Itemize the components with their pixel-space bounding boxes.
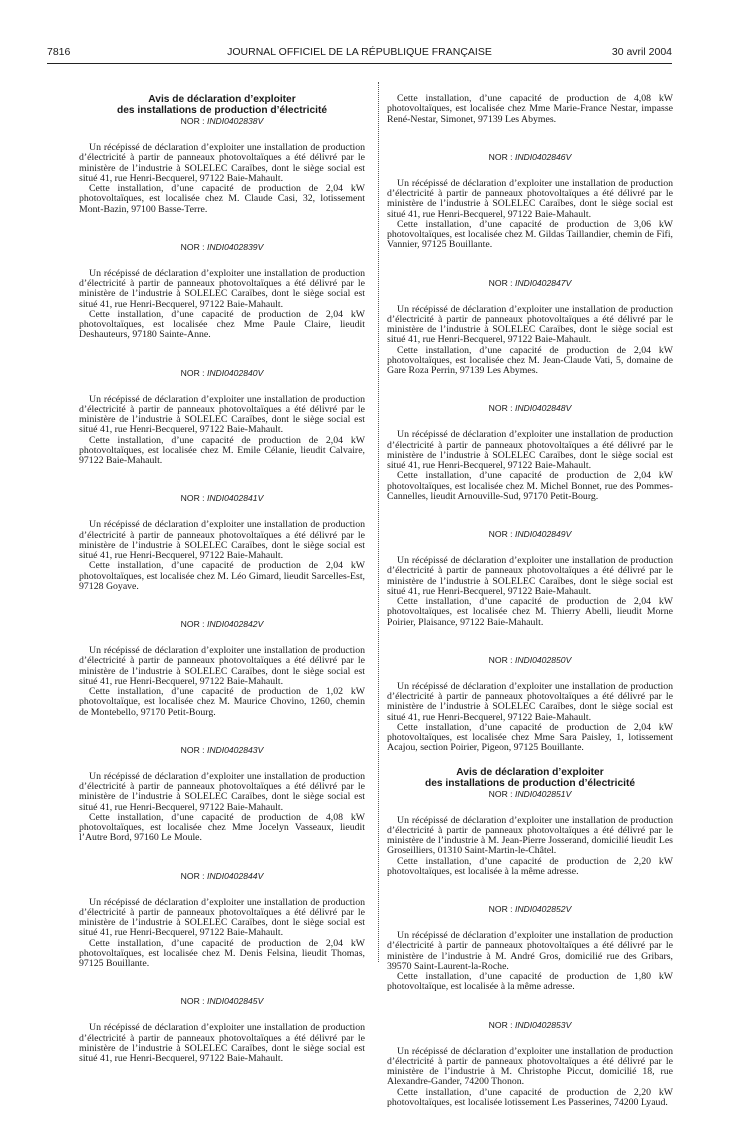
installation-paragraph: Cette installation, d’une capacité de production de 1,02 kW photovoltaïque, est localisée chez M. Maurice Chovino, 1260, chemin de Montebello, 97170 Petit-Bourg. bbox=[79, 686, 365, 718]
left-column bbox=[79, 94, 365, 1091]
notice-entry bbox=[79, 871, 365, 970]
notice-paragraph: Un récépissé de déclaration d’exploiter une installation de production d’électricité à partir de panneaux photovoltaïques a été délivré par le ministère de l’industrie à SOLELEC Caraïbes, dont le siège social est situé 41, rue Henri-Becquerel, 97122 Baie-Mahault. bbox=[387, 177, 673, 220]
notice-paragraph: Un récépissé de déclaration d’exploiter une installation de production d’électricité à partir de panneaux photovoltaïques a été délivré par le ministère de l’industrie à M. André Gros, domicilié rue des Gribars, 39570 Saint-Laurent-la-Roche. bbox=[387, 930, 673, 972]
notice-entry bbox=[387, 789, 673, 878]
nor-reference bbox=[79, 116, 365, 126]
installation-paragraph: Cette installation, d’une capacité de production de 2,04 kW photovoltaïques, est localisée chez M. Jean-Claude Vati, 5, domaine de Gare Roza Perrin, 97139 Les Abymes. bbox=[387, 344, 673, 376]
nor-label: NOR : bbox=[488, 654, 515, 665]
notice-entry bbox=[79, 368, 365, 467]
installation-paragraph: Cette installation, d’une capacité de production de 2,20 kW photovoltaïques, est localisée à la même adresse. bbox=[387, 855, 673, 877]
nor-code: INDI0402851V bbox=[514, 788, 572, 799]
nor-reference bbox=[387, 789, 673, 799]
nor-label: NOR : bbox=[180, 619, 207, 629]
notice-paragraph: Un récépissé de déclaration d’exploiter une installation de production d’électricité à partir de panneaux photovoltaïques a été délivré par le ministère de l’industrie à SOLELEC Caraïbes, dont le siège social est situé 41, rue Henri-Becquerel, 97122 Baie-Mahault. bbox=[387, 555, 673, 597]
nor-reference bbox=[387, 403, 673, 413]
installation-paragraph: Cette installation, d’une capacité de production de 4,08 kW photovoltaïques, est localisée chez Mme Jocelyn Vasseaux, lieudit l’Autre Bord, 97160 Le Moule. bbox=[79, 811, 365, 844]
notice-paragraph: Un récépissé de déclaration d’exploiter une installation de production d’électricité à partir de panneaux photovoltaïques a été délivré par le ministère de l’industrie à SOLELEC Caraïbes, dont le siège social est situé 41, rue Henri-Becquerel, 97122 Baie-Mahault. bbox=[79, 645, 365, 687]
nor-label: NOR : bbox=[488, 403, 515, 414]
notice-paragraph: Un récépissé de déclaration d’exploiter une installation de production d’électricité à partir de panneaux photovoltaïques a été délivré par le ministère de l’industrie à SOLELEC Caraïbes, dont le siège social est situé 41, rue Henri-Becquerel, 97122 Baie-Mahault. bbox=[387, 429, 673, 471]
nor-reference bbox=[79, 871, 365, 881]
notice-entry bbox=[387, 403, 673, 502]
installation-paragraph: Cette installation, d’une capacité de production de 1,80 kW photovoltaïque, est localisée à la même adresse. bbox=[387, 971, 673, 993]
nor-reference bbox=[79, 493, 365, 503]
nor-code: INDI0402847V bbox=[514, 277, 572, 288]
section-title-line-1: Avis de déclaration d’exploiter bbox=[148, 94, 296, 105]
notice-entry bbox=[79, 745, 365, 844]
nor-code: INDI0402842V bbox=[206, 619, 264, 629]
page-number: 7816 bbox=[47, 46, 71, 58]
nor-code: INDI0402845V bbox=[206, 996, 264, 1007]
nor-label: NOR : bbox=[180, 996, 207, 1007]
section-title-line-2: des installations de production d’électricité bbox=[116, 105, 328, 116]
notice-paragraph: Un récépissé de déclaration d’exploiter une installation de production d’électricité à partir de panneaux photovoltaïques a été délivré par le ministère de l’industrie à SOLELEC Caraïbes, dont le siège social est situé 41, rue Henri-Becquerel, 97122 Baie-Mahault. bbox=[79, 142, 365, 184]
running-header bbox=[47, 46, 672, 60]
nor-code: INDI0402848V bbox=[514, 403, 572, 414]
nor-reference bbox=[79, 745, 365, 755]
nor-label: NOR : bbox=[180, 493, 207, 504]
notice-entry bbox=[387, 278, 673, 377]
section-title bbox=[79, 94, 365, 116]
nor-reference bbox=[387, 655, 673, 665]
nor-reference bbox=[79, 619, 365, 629]
installation-paragraph: Cette installation, d’une capacité de production de 2,04 kW photovoltaïques, est localisée chez Mme Sara Paisley, 1, lotissement Acajou, section Poirier, Pigeon, 97125 Bouillante. bbox=[387, 721, 673, 754]
nor-label: NOR : bbox=[488, 151, 515, 162]
notice-entry bbox=[79, 493, 365, 592]
installation-paragraph: Cette installation, d’une capacité de production de 3,06 kW photovoltaïques, est localisée chez M. Gildas Taillandier, chemin de Fifi, Vannier, 97125 Bouillante. bbox=[387, 218, 673, 251]
installation-paragraph: Cette installation, d’une capacité de production de 2,04 kW photovoltaïques, est localisée chez M. Thierry Abelli, lieudit Morne Poirier, Plaisance, 97122 Baie-Mahault. bbox=[387, 596, 673, 628]
notice-entry bbox=[387, 1020, 673, 1109]
nor-label: NOR : bbox=[488, 1019, 515, 1030]
nor-code: INDI0402853V bbox=[514, 1019, 572, 1030]
nor-label: NOR : bbox=[488, 277, 515, 288]
section-title-line-1: Avis de déclaration d’exploiter bbox=[456, 766, 604, 778]
nor-code: INDI0402841V bbox=[206, 493, 264, 504]
notice-entry bbox=[387, 152, 673, 251]
notice-paragraph: Un récépissé de déclaration d’exploiter une installation de production d’électricité à partir de panneaux photovoltaïques a été délivré par le ministère de l’industrie à SOLELEC Caraïbes, dont le siège social est situé 41, rue Henri-Becquerel, 97122 Baie-Mahault. bbox=[79, 267, 365, 310]
notice-paragraph: Un récépissé de déclaration d’exploiter une installation de production d’électricité à partir de panneaux photovoltaïques a été délivré par le ministère de l’industrie à SOLELEC Caraïbes, dont le siège social est situé 41, rue Henri-Becquerel, 97122 Baie-Mahault. bbox=[79, 519, 365, 561]
header-rule bbox=[47, 63, 672, 64]
nor-code: INDI0402846V bbox=[514, 151, 572, 162]
nor-reference bbox=[79, 368, 365, 378]
section-title-line-2: des installations de production d’électricité bbox=[424, 777, 636, 789]
column-divider bbox=[378, 82, 379, 962]
notice-entry bbox=[387, 529, 673, 628]
nor-label: NOR : bbox=[488, 788, 515, 799]
notice-entry bbox=[79, 116, 365, 215]
nor-code: INDI0402844V bbox=[206, 870, 264, 881]
notice-paragraph: Un récépissé de déclaration d’exploiter une installation de production d’électricité à partir de panneaux photovoltaïques a été délivré par le ministère de l’industrie à SOLELEC Caraïbes, dont le siège social est situé 41, rue Henri-Becquerel, 97122 Baie-Mahault. bbox=[79, 393, 365, 436]
nor-reference bbox=[79, 996, 365, 1006]
notice-entry bbox=[79, 242, 365, 341]
notice-entry bbox=[387, 904, 673, 993]
right-column bbox=[387, 94, 673, 1135]
nor-reference bbox=[387, 278, 673, 288]
issue-date: 30 avril 2004 bbox=[611, 46, 672, 58]
nor-code: INDI0402838V bbox=[206, 116, 264, 126]
nor-code: INDI0402839V bbox=[206, 241, 264, 252]
nor-code: INDI0402850V bbox=[514, 654, 572, 665]
installation-paragraph: Cette installation, d’une capacité de production de 2,04 kW photovoltaïques, est localisée chez M. Claude Casi, 32, lotissement Mont-Bazin, 97100 Basse-Terre. bbox=[79, 183, 365, 215]
installation-paragraph: Cette installation, d’une capacité de production de 2,04 kW photovoltaïques, est localisée chez M. Léo Gimard, lieudit Sarcelles-Est, 97128 Goyave. bbox=[79, 560, 365, 592]
nor-label: NOR : bbox=[180, 367, 207, 378]
nor-code: INDI0402849V bbox=[514, 529, 572, 539]
installation-paragraph: Cette installation, d’une capacité de production de 2,04 kW photovoltaïques, est localisée chez M. Emile Célanie, lieudit Calvaire, 97122 Baie-Mahault. bbox=[79, 434, 365, 466]
nor-reference bbox=[79, 242, 365, 252]
installation-paragraph: Cette installation, d’une capacité de production de 2,04 kW photovoltaïques, est localisée chez M. Denis Felsina, lieudit Thomas, 97125 Bouillante. bbox=[79, 937, 365, 969]
nor-code: INDI0402852V bbox=[514, 904, 572, 914]
nor-code: INDI0402843V bbox=[206, 744, 264, 755]
nor-reference bbox=[387, 529, 673, 539]
notice-continuation bbox=[387, 94, 673, 125]
installation-paragraph: Cette installation, d’une capacité de production de 2,04 kW photovoltaïques, est localisée chez Mme Paule Claire, lieudit Deshauteurs, 97180 Sainte-Anne. bbox=[79, 308, 365, 341]
notice-paragraph: Un récépissé de déclaration d’exploiter une installation de production d’électricité à partir de panneaux photovoltaïques a été délivré par le ministère de l’industrie à M. Christophe Piccut, domicilié 18, rue Alexandre-Gander, 74200 Thonon. bbox=[387, 1045, 673, 1088]
section-title bbox=[387, 767, 673, 789]
nor-code: INDI0402840V bbox=[206, 367, 264, 378]
nor-label: NOR : bbox=[180, 870, 207, 881]
installation-paragraph: Cette installation, d’une capacité de production de 2,04 kW photovoltaïques, est localisée chez M. Michel Bonnet, rue des Pommes-Cannelles, lieudit Arnouville-Sud, 97170 Petit-Bourg. bbox=[387, 470, 673, 502]
notice-paragraph: Un récépissé de déclaration d’exploiter une installation de production d’électricité à partir de panneaux photovoltaïques a été délivré par le ministère de l’industrie à SOLELEC Caraïbes, dont le siège social est situé 41, rue Henri-Becquerel, 97122 Baie-Mahault. bbox=[387, 680, 673, 723]
notice-entry bbox=[79, 619, 365, 718]
installation-paragraph: Cette installation, d’une capacité de production de 4,08 kW photovoltaïques, est localisée chez Mme Marie-France Nestar, impasse René-Nestar, Simonet, 97139 Les Abymes. bbox=[387, 93, 673, 125]
notice-paragraph: Un récépissé de déclaration d’exploiter une installation de production d’électricité à partir de panneaux photovoltaïques a été délivré par le ministère de l’industrie à SOLELEC Caraïbes, dont le siège social est situé 41, rue Henri-Becquerel, 97122 Baie-Mahault. bbox=[79, 896, 365, 939]
nor-label: NOR : bbox=[180, 744, 207, 755]
nor-reference bbox=[387, 1020, 673, 1030]
notice-paragraph: Un récépissé de déclaration d’exploiter une installation de production d’électricité à partir de panneaux photovoltaïques a été délivré par le ministère de l’industrie à SOLELEC Caraïbes, dont le siège social est situé 41, rue Henri-Becquerel, 97122 Baie-Mahault. bbox=[79, 1022, 365, 1064]
notice-paragraph: Un récépissé de déclaration d’exploiter une installation de production d’électricité à partir de panneaux photovoltaïques a été délivré par le ministère de l’industrie à SOLELEC Caraïbes, dont le siège social est situé 41, rue Henri-Becquerel, 97122 Baie-Mahault. bbox=[79, 770, 365, 813]
nor-label: NOR : bbox=[488, 529, 515, 539]
nor-label: NOR : bbox=[488, 904, 515, 914]
notice-paragraph: Un récépissé de déclaration d’exploiter une installation de production d’électricité à partir de panneaux photovoltaïques a été délivré par le ministère de l’industrie à SOLELEC Caraïbes, dont le siège social est situé 41, rue Henri-Becquerel, 97122 Baie-Mahault. bbox=[387, 303, 673, 346]
notice-entry bbox=[79, 996, 365, 1064]
notice-paragraph: Un récépissé de déclaration d’exploiter une installation de production d’électricité à partir de panneaux photovoltaïques a été délivré par le ministère de l’industrie à M. Jean-Pierre Josserand, domicilié lieudit Les Groseilliers, 01310 Saint-Martin-le-Châtel. bbox=[387, 814, 673, 857]
nor-reference bbox=[387, 152, 673, 162]
nor-label: NOR : bbox=[180, 116, 207, 126]
installation-paragraph: Cette installation, d’une capacité de production de 2,20 kW photovoltaïques, est localisée lotissement Les Passerines, 74200 Lyaud. bbox=[387, 1086, 673, 1108]
journal-title: JOURNAL OFFICIEL DE LA RÉPUBLIQUE FRANÇAISE bbox=[227, 46, 492, 58]
notice-entry bbox=[387, 655, 673, 754]
nor-label: NOR : bbox=[180, 241, 207, 252]
nor-reference bbox=[387, 904, 673, 914]
